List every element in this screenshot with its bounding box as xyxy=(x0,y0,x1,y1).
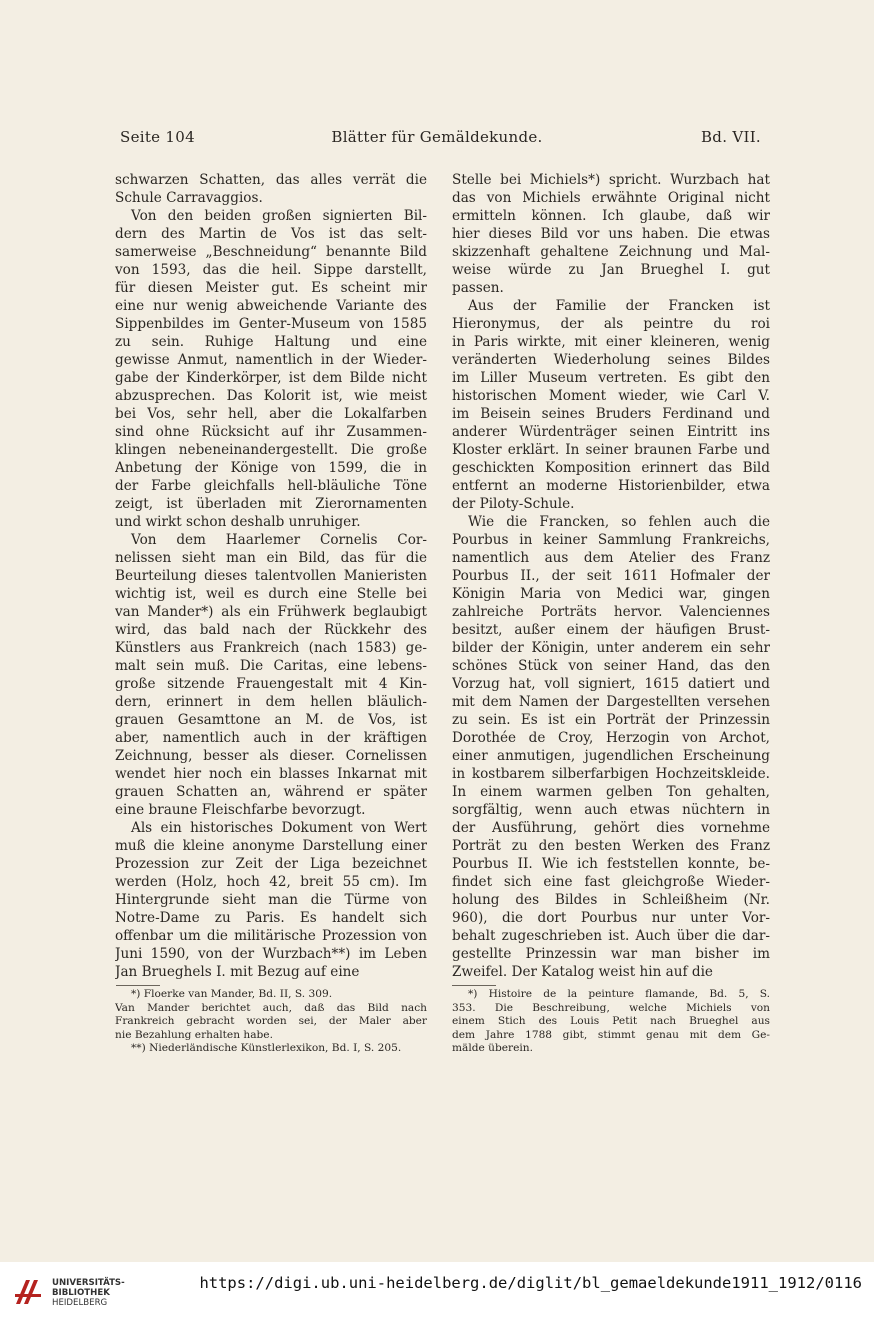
text-line: sorgfältig, wenn auch etwas nüchtern in xyxy=(452,802,770,818)
text-line: gewisse Anmut, namentlich in der Wieder- xyxy=(115,352,427,368)
library-line-3: HEIDELBERG xyxy=(52,1298,108,1308)
text-line: Hintergrunde sieht man die Türme von xyxy=(115,892,427,908)
text-line: große sitzende Frauengestalt mit 4 Kin- xyxy=(115,676,427,692)
footnote-line: Van Mander berichtet auch, daß das Bild nach xyxy=(115,1001,427,1014)
text-line: nelissen sieht man ein Bild, das für die xyxy=(115,550,427,566)
text-line: eine nur wenig abweichende Variante des xyxy=(115,298,427,314)
text-line: namentlich aus dem Atelier des Franz xyxy=(452,550,770,566)
library-name xyxy=(52,1278,125,1308)
footnote-rule-left xyxy=(116,985,160,986)
viewer-footer xyxy=(0,1262,874,1332)
text-line: abzusprechen. Das Kolorit ist, wie meist xyxy=(115,388,427,404)
text-line: zahlreiche Porträts hervor. Valenciennes xyxy=(452,604,770,620)
footnote-line: einem Stich des Louis Petit nach Brueghel aus xyxy=(452,1015,770,1027)
right-text-column xyxy=(452,171,770,981)
text-line: findet sich eine fast gleichgroße Wieder- xyxy=(452,874,770,890)
page-number: Seite 104 xyxy=(120,128,195,146)
text-line: bei Vos, sehr hell, aber die Lokalfarben xyxy=(115,406,427,422)
footnotes-left xyxy=(115,988,427,1056)
text-line: zu sein. Ruhige Haltung und eine xyxy=(115,334,427,350)
text-line: mit dem Namen der Dargestellten versehen xyxy=(452,694,770,710)
text-line: Als ein historisches Dokument von Wert xyxy=(131,820,427,836)
left-text-column xyxy=(115,171,427,981)
footnote-line: **) Niederländische Künstlerlexikon, Bd. I, S. 205. xyxy=(131,1042,402,1054)
footnote-line: *) Histoire de la peinture flamande, Bd. 5, S. xyxy=(468,988,770,1000)
text-line: für diesen Meister gut. Es scheint mir xyxy=(115,280,427,296)
text-line: malt sein muß. Die Caritas, eine lebens- xyxy=(115,658,427,674)
footnote-line: Frankreich gebracht worden sei, der Maler aber xyxy=(115,1015,427,1027)
text-line: der Piloty-Schule. xyxy=(452,496,575,512)
text-line: der Farbe gleichfalls hell-bläuliche Töne xyxy=(115,478,427,494)
text-line: sind ohne Rücksicht auf ihr Zusammen- xyxy=(115,424,427,440)
document-url-link[interactable]: https://digi.ub.uni-heidelberg.de/diglit/bl_gemaeldekunde1911_1912/0116 xyxy=(199,1274,862,1292)
text-line: zu sein. Es ist ein Porträt der Prinzessin xyxy=(452,712,770,728)
text-line: einer anmutigen, jugendlichen Erscheinung xyxy=(452,748,770,764)
text-line: Beurteilung dieses talentvollen Manieristen xyxy=(115,568,427,584)
text-line: geschickten Komposition erinnert das Bild xyxy=(452,460,770,476)
text-line: hier dieses Bild vor uns haben. Die etwas xyxy=(452,226,770,242)
text-line: wendet hier noch ein blasses Inkarnat mit xyxy=(115,766,427,782)
text-line: Königin Maria von Medici war, gingen xyxy=(452,586,770,602)
library-line-2: BIBLIOTHEK xyxy=(52,1288,110,1298)
footnote-line: mälde überein. xyxy=(452,1042,533,1054)
text-line: Porträt zu den besten Werken des Franz xyxy=(452,838,770,854)
text-line: in kostbarem silberfarbigen Hochzeitskleide. xyxy=(452,766,770,782)
text-line: gestellte Prinzessin war man bisher im xyxy=(452,946,770,962)
text-line: samerweise „Beschneidung“ benannte Bild xyxy=(115,244,427,260)
text-line: ermitteln können. Ich glaube, daß wir xyxy=(452,208,770,224)
text-line: veränderten Wiederholung seines Bildes xyxy=(452,352,770,368)
text-line: muß die kleine anonyme Darstellung einer xyxy=(115,838,427,854)
text-line: aber, namentlich auch in der kräftigen xyxy=(115,730,427,746)
library-line-1: UNIVERSITÄTS- xyxy=(52,1278,125,1288)
text-line: im Liller Museum vertreten. Es gibt den xyxy=(452,370,770,386)
text-line: Anbetung der Könige von 1599, die in xyxy=(115,460,427,476)
text-line: Schule Carravaggios. xyxy=(115,190,263,206)
text-line: Pourbus II., der seit 1611 Hofmaler der xyxy=(452,568,770,584)
volume-label: Bd. VII. xyxy=(700,128,761,146)
text-line: Zeichnung, besser als dieser. Cornelissen xyxy=(115,748,427,764)
text-line: holung des Bildes in Schleißheim (Nr. xyxy=(452,892,770,908)
text-line: wichtig ist, weil es durch eine Stelle bei xyxy=(115,586,427,602)
university-library-logo-icon[interactable] xyxy=(12,1276,44,1308)
text-line: skizzenhaft gehaltene Zeichnung und Mal- xyxy=(452,244,770,260)
text-line: anderer Würdenträger seinen Eintritt ins xyxy=(452,424,770,440)
text-line: van Mander*) als ein Frühwerk beglaubigt xyxy=(115,604,427,620)
text-line: grauen Schatten an, während er später xyxy=(115,784,427,800)
text-line: Pourbus II. Wie ich feststellen konnte, be- xyxy=(452,856,770,872)
text-line: historischen Moment wieder, wie Carl V. xyxy=(452,388,770,404)
footnote-line: dem Jahre 1788 gibt, stimmt genau mit dem Ge- xyxy=(452,1028,770,1041)
text-line: Notre-Dame zu Paris. Es handelt sich xyxy=(115,910,427,926)
text-line: wird, das bald nach der Rückkehr des xyxy=(115,622,427,638)
text-line: grauen Gesamttone an M. de Vos, ist xyxy=(115,712,427,728)
text-line: dern des Martin de Vos ist das selt- xyxy=(115,226,427,242)
text-line: Kloster erklärt. In seiner braunen Farbe und xyxy=(452,442,770,458)
text-line: Dorothée de Croy, Herzogin von Archot, xyxy=(452,730,770,746)
text-line: entfernt an moderne Historienbilder, etwa xyxy=(452,478,770,494)
text-line: Wie die Francken, so fehlen auch die xyxy=(468,514,770,530)
text-line: 960), die dort Pourbus nur unter Vor- xyxy=(452,910,770,926)
text-line: eine braune Fleischfarbe bevorzugt. xyxy=(115,802,366,818)
text-line: Von den beiden großen signierten Bil- xyxy=(131,208,427,224)
text-line: und wirkt schon deshalb unruhiger. xyxy=(115,514,361,530)
text-line: schönes Stück von seiner Hand, das den xyxy=(452,658,770,674)
text-line: Stelle bei Michiels*) spricht. Wurzbach hat xyxy=(452,172,770,188)
footnote-line: 353. Die Beschreibung, welche Michiels von xyxy=(452,1001,770,1014)
text-line: Zweifel. Der Katalog weist hin auf die xyxy=(452,964,713,980)
text-line: Sippenbildes im Genter-Museum von 1585 xyxy=(115,316,427,332)
text-line: der Ausführung, gehört dies vornehme xyxy=(452,820,770,836)
text-line: bilder der Königin, unter anderem ein sehr xyxy=(452,640,770,656)
text-line: offenbar um die militärische Prozession von xyxy=(115,928,427,944)
text-line: passen. xyxy=(452,280,504,296)
text-line: von 1593, das die heil. Sippe darstellt, xyxy=(115,262,427,278)
text-line: Hieronymus, der als peintre du roi xyxy=(452,316,770,332)
footnote-rule-right xyxy=(452,985,496,986)
text-line: dern, erinnert in dem hellen bläulich- xyxy=(115,694,427,710)
text-line: Künstlers aus Frankreich (nach 1583) ge- xyxy=(115,640,427,656)
text-line: Pourbus in keiner Sammlung Frankreichs, xyxy=(452,532,770,548)
text-line: Jan Brueghels I. mit Bezug auf eine xyxy=(115,964,360,980)
text-line: Prozession zur Zeit der Liga bezeichnet xyxy=(115,856,427,872)
text-line: werden (Holz, hoch 42, breit 55 cm). Im xyxy=(115,874,427,890)
text-line: in Paris wirkte, mit einer kleineren, wenig xyxy=(452,334,770,350)
text-line: gabe der Kinderkörper, ist dem Bilde nicht xyxy=(115,370,427,386)
footnote-line: *) Floerke van Mander, Bd. II, S. 309. xyxy=(131,988,333,1000)
text-line: zeigt, ist überladen mit Zierornamenten xyxy=(115,496,427,512)
text-line: Vorzug hat, voll signiert, 1615 datiert und xyxy=(452,676,770,692)
text-line: Juni 1590, von der Wurzbach**) im Leben xyxy=(115,946,427,962)
text-line: im Beisein seines Bruders Ferdinand und xyxy=(452,406,770,422)
text-line: das von Michiels erwähnte Original nicht xyxy=(452,190,770,206)
text-line: weise würde zu Jan Brueghel I. gut xyxy=(452,262,770,278)
text-line: behalt zugeschrieben ist. Auch über die dar- xyxy=(452,928,770,944)
text-line: Von dem Haarlemer Cornelis Cor- xyxy=(131,532,427,548)
text-line: schwarzen Schatten, das alles verrät die xyxy=(115,172,427,188)
footnotes-right xyxy=(452,988,770,1056)
text-line: klingen nebeneinandergestellt. Die große xyxy=(115,442,427,458)
text-line: besitzt, außer einem der häufigen Brust- xyxy=(452,622,770,638)
footnote-line: nie Bezahlung erhalten habe. xyxy=(115,1028,273,1041)
text-line: In einem warmen gelben Ton gehalten, xyxy=(452,784,770,800)
running-title: Blätter für Gemäldekunde. xyxy=(331,128,543,146)
text-line: Aus der Familie der Francken ist xyxy=(468,298,770,314)
